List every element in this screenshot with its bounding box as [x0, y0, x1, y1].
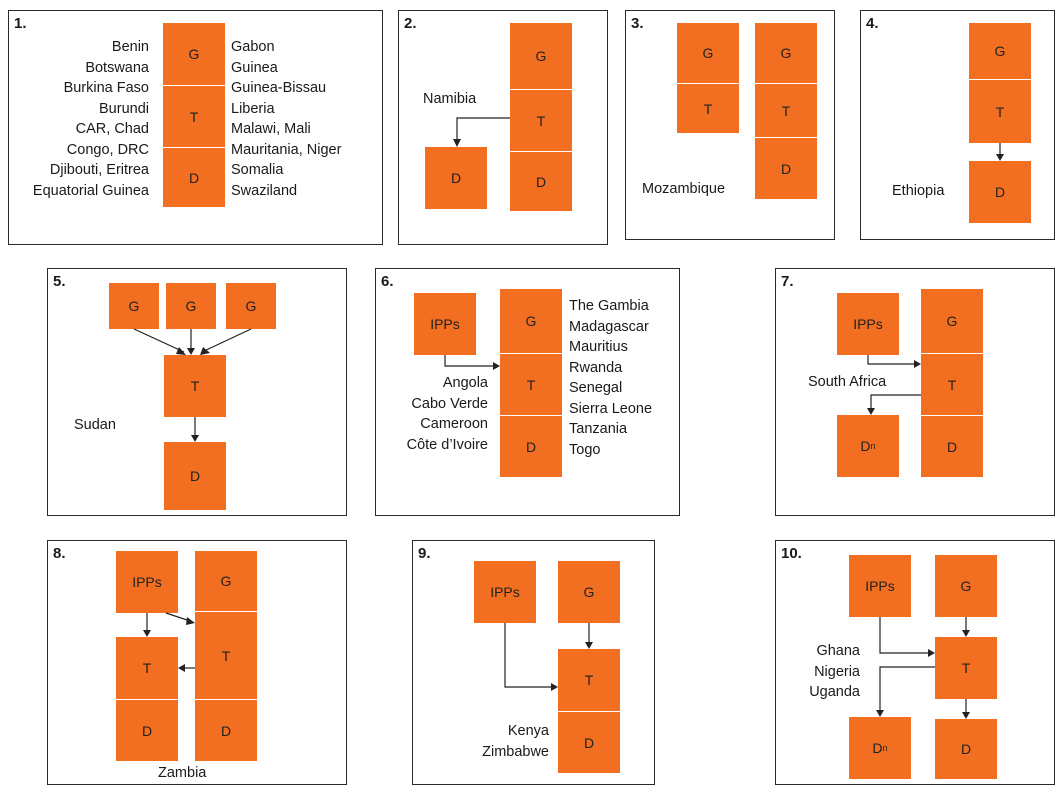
- ipps-block: IPPs: [414, 293, 476, 355]
- country-label: Togo: [569, 441, 601, 458]
- distribution-n-base: D: [860, 438, 871, 454]
- arrowhead: [191, 435, 199, 442]
- country-label: Cameroon: [420, 416, 488, 432]
- arrow-t-to-dn: [871, 395, 921, 409]
- country-label: Zambia: [158, 765, 207, 781]
- connector-arrows: [776, 269, 1056, 517]
- country-label: Kenya: [507, 723, 549, 739]
- distribution-n-base: D: [872, 740, 883, 756]
- country-label: Mozambique: [642, 181, 726, 197]
- distribution-block: D: [921, 415, 983, 477]
- transmission-block-left: T: [116, 637, 178, 699]
- generation-block: G: [510, 23, 572, 89]
- country-label: CAR, Chad: [75, 121, 149, 137]
- country-label: Burundi: [99, 100, 149, 117]
- panel-number: 5.: [53, 273, 66, 290]
- country-label: Angola: [442, 375, 488, 391]
- country-label: Gabon: [231, 39, 275, 55]
- country-list-left: [407, 373, 488, 455]
- country-list: [482, 721, 549, 762]
- country-label: Congo, DRC: [66, 141, 149, 158]
- transmission-block: T: [677, 83, 739, 133]
- distribution-block: D: [558, 711, 620, 773]
- distribution-block-separate: D: [425, 147, 487, 209]
- transmission-block: T: [921, 353, 983, 415]
- country-label: Benin: [111, 39, 149, 55]
- distribution-block: D: [163, 147, 225, 207]
- country-label: Mauritius: [569, 339, 628, 355]
- distribution-block: D: [755, 137, 817, 199]
- country-label: Uganda: [809, 684, 860, 700]
- ipps-block: IPPs: [116, 551, 178, 613]
- transmission-block: T: [935, 637, 997, 699]
- arrow-ipps-to-t: [445, 355, 494, 366]
- country-label: Nigeria: [814, 663, 860, 680]
- arrow-t-to-dn: [880, 667, 935, 711]
- arrowhead: [178, 664, 185, 672]
- transmission-block: T: [510, 89, 572, 151]
- distribution-block: D: [500, 415, 562, 477]
- country-list: [809, 641, 860, 703]
- arrowhead: [176, 347, 186, 355]
- country-label: Guinea-Bissau: [231, 80, 327, 96]
- arrow-ipps-to-t: [880, 617, 929, 653]
- panel-9: [412, 540, 655, 785]
- arrowhead: [928, 649, 935, 657]
- panel-number: 10.: [781, 545, 802, 562]
- panel-7: [775, 268, 1055, 516]
- transmission-block: T: [558, 649, 620, 711]
- arrowhead: [453, 139, 461, 147]
- country-label: Swaziland: [231, 182, 298, 199]
- distribution-block-left: D: [116, 699, 178, 761]
- country-label: South Africa: [808, 374, 887, 390]
- country-label: Sudan: [74, 417, 116, 433]
- arrowhead: [867, 408, 875, 415]
- arrow-t-to-d: [457, 118, 510, 141]
- panel-5: [47, 268, 347, 516]
- generation-block: G: [195, 551, 257, 611]
- generation-block: G: [109, 283, 159, 329]
- country-label: Botswana: [85, 59, 149, 76]
- transmission-block: T: [195, 611, 257, 699]
- distribution-block: D: [195, 699, 257, 761]
- country-label: Burkina Faso: [63, 80, 149, 96]
- ipps-block: IPPs: [849, 555, 911, 617]
- arrowhead: [996, 154, 1004, 161]
- country-label: Ghana: [816, 643, 860, 659]
- distribution-n-subscript: n: [882, 743, 888, 753]
- arrowhead: [187, 348, 195, 355]
- panel-6: [375, 268, 680, 516]
- ipps-block: IPPs: [474, 561, 536, 623]
- distribution-n-block: [849, 717, 911, 779]
- panel-number: 4.: [866, 15, 879, 32]
- arrowhead: [585, 642, 593, 649]
- arrowhead: [914, 360, 921, 368]
- country-label: Malawi, Mali: [231, 121, 311, 137]
- connector-arrows: [399, 11, 609, 246]
- country-label: Djibouti, Eritrea: [49, 162, 149, 178]
- generation-block: G: [969, 23, 1031, 79]
- transmission-block: T: [500, 353, 562, 415]
- country-label: The Gambia: [569, 298, 649, 314]
- arrowhead: [962, 630, 970, 637]
- panel-number: 7.: [781, 273, 794, 290]
- country-label: Guinea: [231, 59, 278, 76]
- panel-1: [8, 10, 383, 245]
- distribution-block: D: [510, 151, 572, 211]
- country-label: Mauritania, Niger: [231, 141, 342, 158]
- arrowhead: [200, 347, 210, 355]
- arrow-g3-to-t: [202, 329, 251, 352]
- transmission-block: T: [969, 79, 1031, 143]
- distribution-block: D: [935, 719, 997, 779]
- arrowhead: [186, 617, 195, 625]
- panel-number: 6.: [381, 273, 394, 290]
- transmission-block: T: [164, 355, 226, 417]
- country-label: Zimbabwe: [482, 743, 549, 760]
- country-label: Tanzania: [569, 421, 628, 437]
- arrow-ipps-to-t: [505, 623, 552, 687]
- arrow-ipps-to-t-right: [166, 613, 190, 621]
- generation-block: G: [226, 283, 276, 329]
- panel-number: 9.: [418, 545, 431, 562]
- arrowhead: [876, 710, 884, 717]
- country-label: Namibia: [423, 91, 477, 107]
- arrowhead: [551, 683, 558, 691]
- country-list-right: [231, 37, 341, 201]
- generation-block: G: [677, 23, 739, 83]
- distribution-block: D: [164, 442, 226, 510]
- country-label: Senegal: [569, 380, 623, 396]
- country-label: Equatorial Guinea: [32, 182, 149, 199]
- panel-2: [398, 10, 608, 245]
- country-label: Madagascar: [569, 318, 649, 335]
- panel-number: 3.: [631, 15, 644, 32]
- generation-block: G: [935, 555, 997, 617]
- country-label: Cabo Verde: [411, 395, 488, 412]
- arrowhead: [962, 712, 970, 719]
- distribution-n-block: [837, 415, 899, 477]
- generation-block: G: [500, 289, 562, 353]
- panel-number: 2.: [404, 15, 417, 32]
- country-list-left: [33, 37, 149, 201]
- country-list-right: [569, 296, 652, 460]
- generation-block: G: [163, 23, 225, 85]
- country-label: Rwanda: [569, 359, 623, 376]
- arrow-ipps-to-t: [868, 355, 915, 364]
- panel-10: [775, 540, 1055, 785]
- generation-block: G: [755, 23, 817, 83]
- panel-number: 1.: [14, 15, 27, 32]
- generation-block: G: [166, 283, 216, 329]
- country-label: Liberia: [231, 100, 275, 117]
- arrowhead: [493, 362, 500, 370]
- country-label: Sierra Leone: [569, 400, 653, 417]
- ipps-block: IPPs: [837, 293, 899, 355]
- generation-block: G: [558, 561, 620, 623]
- distribution-block: D: [969, 161, 1031, 223]
- panel-3: [625, 10, 835, 240]
- generation-block: G: [921, 289, 983, 353]
- panel-8: [47, 540, 347, 785]
- distribution-n-subscript: n: [870, 441, 876, 451]
- arrowhead: [143, 630, 151, 637]
- transmission-block: T: [755, 83, 817, 137]
- transmission-block: T: [163, 85, 225, 147]
- country-label: Ethiopia: [892, 183, 945, 199]
- country-label: Côte d’Ivoire: [406, 436, 488, 453]
- arrow-g1-to-t: [134, 329, 184, 352]
- panel-4: [860, 10, 1055, 240]
- country-label: Somalia: [231, 162, 284, 178]
- panel-number: 8.: [53, 545, 66, 562]
